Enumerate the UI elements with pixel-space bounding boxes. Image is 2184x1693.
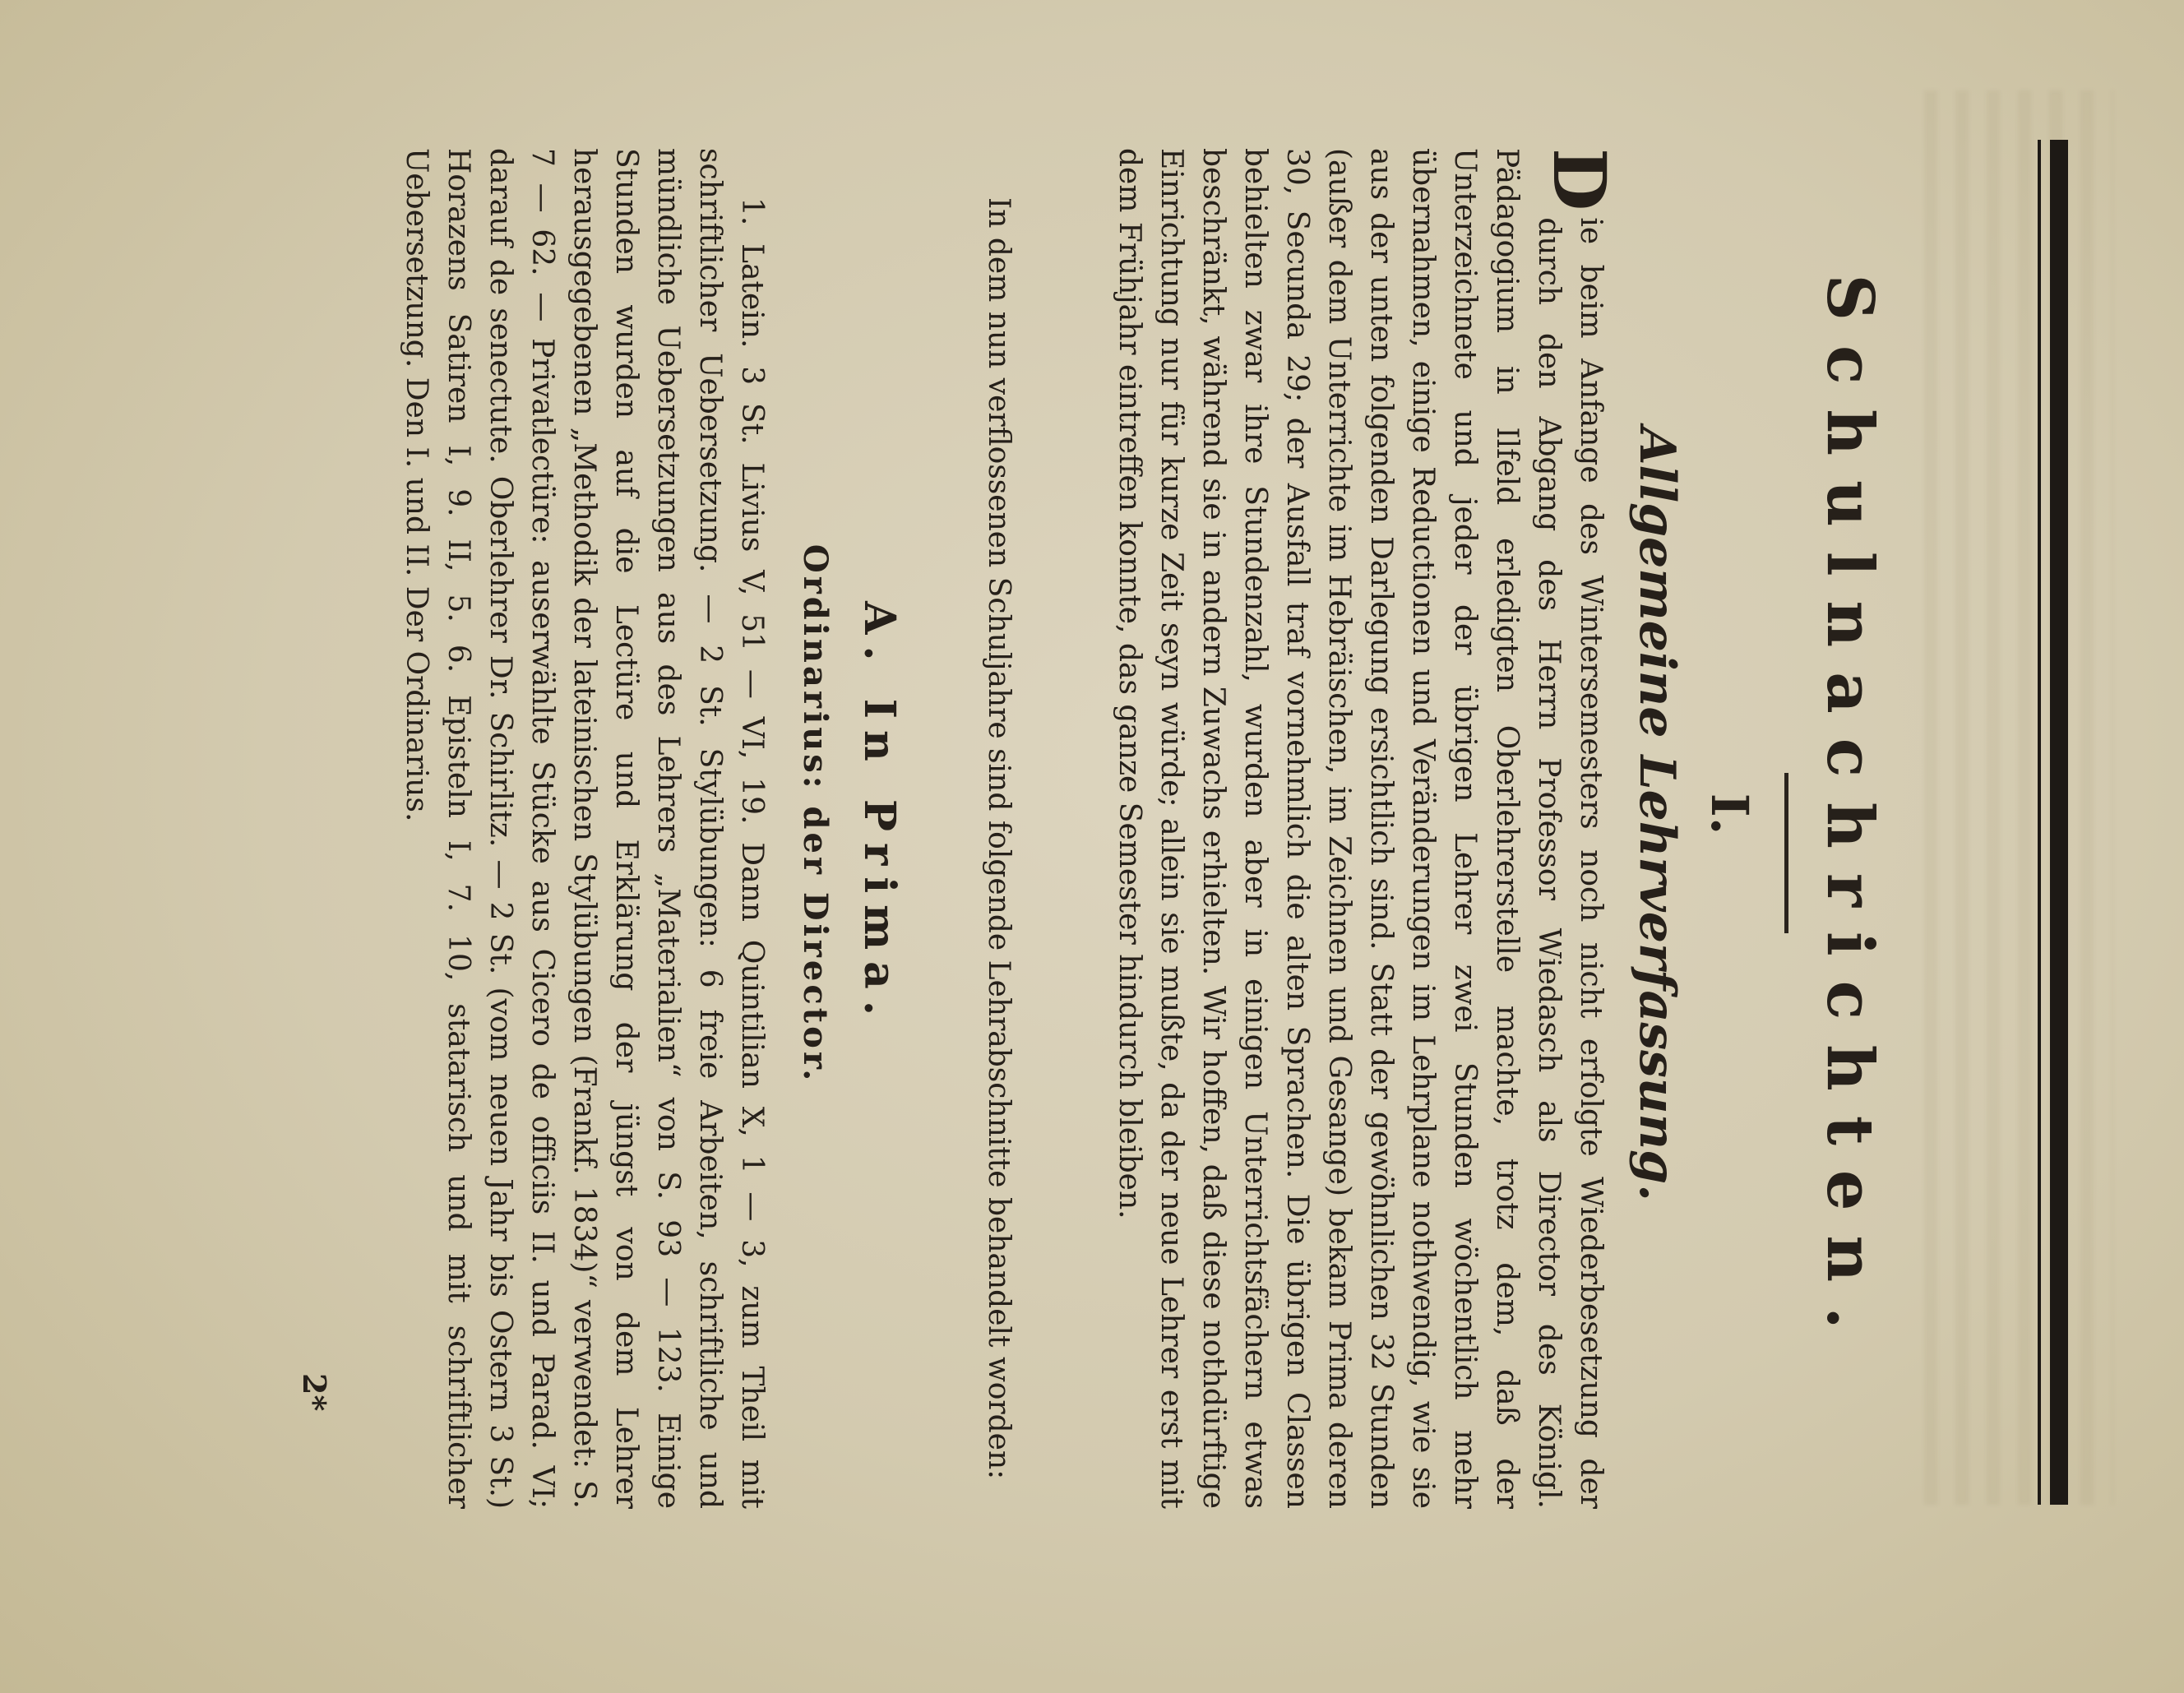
latin-lesson-paragraph: 1. Latein. 3 St. Livius V, 51 — VI, 19. Dann Quintilian X, 1 — 3, zum Theil mit schriftlicher Uebersetzung. — 2 St. Stylübungen: 6 freie Arbeiten, schriftliche und mündliche Uebersetzungen aus des Lehrers „Materialien“ von S. 93 — 123. Einige Stunden wurden auf die Lectüre und Erklärung der jüngst von dem Lehrer herausgegebenen „Methodik der lateinischen Stylübungen (Frankf. 1834)“ verwendet: S. 7 — 62. — Privatlectüre: auserwählte Stücke aus Cicero de officiis II. und Parad. VI; darauf de senectute. Oberlehrer Dr. Schirlitz. — 2 St. (vom neuen Jahr bis Ostern 3 St.) Horazens Satiren I, 9. II, 5. 6. Episteln I, 7. 10, statarisch und mit schriftlicher Uebersetzung. Den I. und II. Der Ordinarius. (400, 148, 769, 1509)
title-underline (1784, 773, 1788, 933)
top-rule-thick (2050, 140, 2068, 1505)
section-heading: Allgemeine Lehrverfassung. (1628, 427, 1686, 1201)
page-title: Schulnachrichten. (1812, 274, 1887, 1354)
rotated-page-content (132, 107, 2105, 1521)
ordinarius-line: Ordinarius: der Director. (796, 544, 835, 1085)
signature-mark: 2* (296, 1373, 333, 1412)
intro-continuation: In dem nun verflossenen Schuljahre sind folgende Lehrabschnitte behandelt worden: (982, 197, 1016, 1480)
class-heading: A. In Prima. (854, 601, 905, 1027)
top-rule-thin (2038, 140, 2041, 1505)
intro-paragraph: Die beim Anfange des Wintersemesters noch nicht erfolgte Wiederbesetzung der durch den Abgang des Herrn Professor Wiedasch als Director des Königl. Pädagogium in Ilfeld erledigten Oberlehrerstelle machte, trotz dem, daß der Unterzeichnete und jeder der übrigen Lehrer zwei Stunden wöchentlich mehr übernahmen, einige Reductionen und Veränderungen im Lehrplane nothwendig, wie sie aus der unten folgenden Darlegung ersichtlich sind. Statt der gewöhnlichen 32 Stunden (außer dem Unterrichte im Hebräischen, im Zeichnen und Gesange) bekam Prima deren 30, Secunda 29; der Ausfall traf vornehmlich die alten Sprachen. Die übrigen Classen behielten zwar ihre Stundenzahl, wurden aber in einigen Unterrichtsfächern etwas beschränkt, während sie in andern Zuwachs erhielten. Wir hoffen, daß diese nothdürftige Einrichtung nur für kurze Zeit seyn würde; allein sie mußte, da der neue Lehrer erst mit dem Frühjahr eintreffen konnte, das ganze Semester hindurch bleiben. (1113, 148, 1622, 1509)
section-number: I. (1700, 793, 1760, 835)
